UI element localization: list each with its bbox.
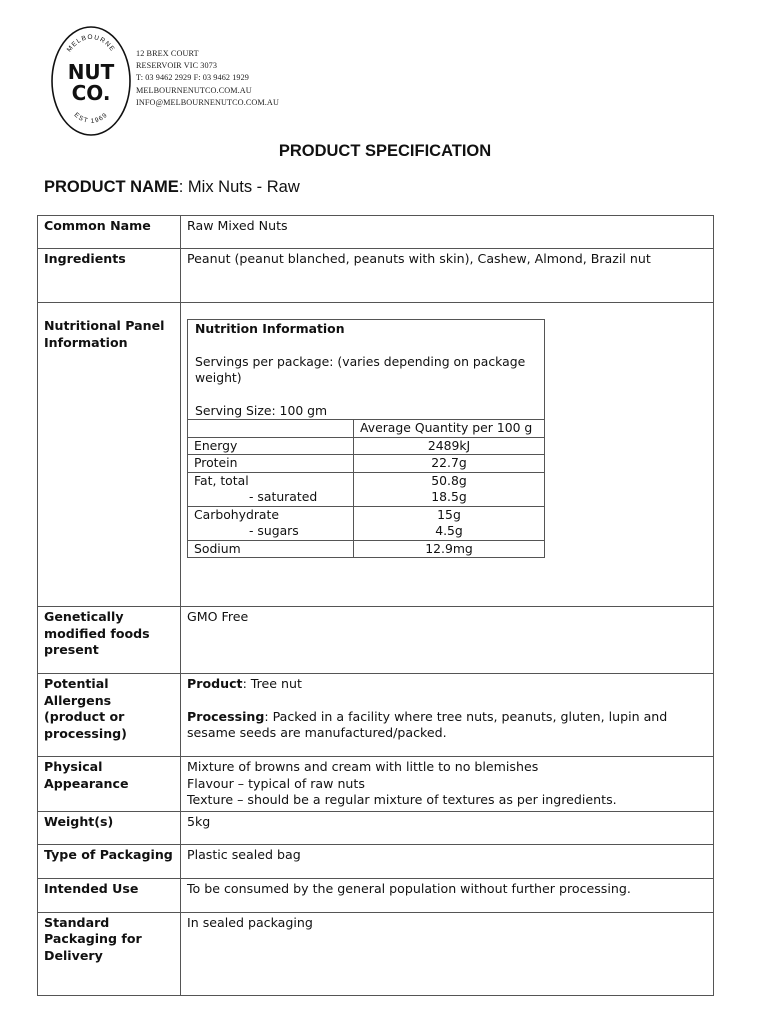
nutrient-subname: - sugars bbox=[249, 523, 299, 538]
row-gmo bbox=[38, 607, 714, 674]
row-appearance bbox=[38, 757, 714, 812]
row-value: Peanut (peanut blanched, peanuts with skin), Cashew, Almond, Brazil nut bbox=[181, 249, 714, 303]
row-label: Weight(s) bbox=[38, 811, 181, 844]
allergen-product-label: Product bbox=[187, 676, 243, 691]
nutrition-header-row bbox=[188, 420, 544, 438]
nutrition-cell bbox=[181, 303, 714, 607]
servings-per-package: Servings per package: (varies depending on package weight) bbox=[195, 353, 526, 385]
nutrient-name: Energy bbox=[188, 437, 354, 455]
appearance-line: Flavour – typical of raw nuts bbox=[187, 775, 365, 791]
row-value: Plastic sealed bag bbox=[181, 844, 714, 878]
nutrient-value: 15g bbox=[437, 506, 461, 522]
allergen-processing bbox=[187, 709, 707, 742]
appearance-line: Texture – should be a regular mixture of textures as per ingredients. bbox=[187, 792, 617, 807]
nutrient-name: Sodium bbox=[188, 540, 354, 557]
nutrition-row bbox=[188, 472, 544, 506]
row-label: Intended Use bbox=[38, 878, 181, 912]
logo-seal bbox=[50, 25, 132, 137]
page-title: PRODUCT SPECIFICATION bbox=[278, 142, 492, 160]
logo-arc-bottom: EST 1969 bbox=[72, 111, 110, 126]
website-line: MELBOURNENUTCO.COM.AU bbox=[136, 85, 252, 95]
appearance-cell bbox=[181, 757, 714, 812]
allergen-product-value: : Tree nut bbox=[242, 676, 302, 691]
svg-text:EST 1969 bbox=[73, 111, 110, 125]
logo-arc-top: MELBOURNE bbox=[65, 33, 117, 54]
row-label: Common Name bbox=[38, 216, 181, 249]
allergen-product bbox=[187, 676, 707, 693]
row-value: GMO Free bbox=[181, 607, 714, 674]
row-ingredients bbox=[38, 249, 714, 303]
product-name bbox=[44, 178, 300, 197]
nutrition-title: Nutrition Information bbox=[195, 321, 345, 336]
appearance-line: Mixture of browns and cream with little to no blemishes bbox=[187, 759, 539, 774]
row-label: Nutritional Panel Information bbox=[38, 303, 181, 607]
specification-table bbox=[37, 215, 714, 996]
address-line: RESERVOIR VIC 3073 bbox=[136, 61, 218, 71]
nutrition-panel bbox=[187, 319, 545, 558]
row-allergens bbox=[38, 674, 714, 757]
nutrition-table bbox=[188, 419, 544, 557]
nutrient-value: 4.5g bbox=[435, 523, 463, 538]
nutrient-value: 22.7g bbox=[354, 455, 545, 473]
company-address bbox=[136, 48, 279, 109]
row-label: Physical Appearance bbox=[38, 757, 181, 812]
product-name-label: PRODUCT NAME bbox=[44, 178, 179, 196]
row-weight bbox=[38, 811, 714, 844]
column-header: Average Quantity per 100 g bbox=[354, 420, 545, 438]
nutrient-name-cell bbox=[188, 472, 354, 506]
allergen-processing-label: Processing bbox=[187, 708, 265, 724]
row-intended-use bbox=[38, 878, 714, 912]
logo-text-line1: NUT bbox=[67, 60, 115, 84]
row-label: Potential Allergens (product or processing) bbox=[38, 674, 181, 757]
row-label: Genetically modified foods present bbox=[38, 607, 181, 674]
nutrient-subname: - saturated bbox=[249, 489, 318, 504]
row-value: 5kg bbox=[181, 811, 714, 844]
nutrient-value-cell bbox=[354, 506, 545, 540]
nutrition-row bbox=[188, 506, 544, 540]
svg-text:MELBOURNE bbox=[66, 34, 116, 53]
row-label: Standard Packaging for Delivery bbox=[38, 912, 181, 995]
nutrient-value-cell bbox=[354, 472, 545, 506]
row-packaging bbox=[38, 844, 714, 878]
phone-fax-line: T: 03 9462 2929 F: 03 9462 1929 bbox=[136, 73, 249, 83]
row-common-name bbox=[38, 216, 714, 249]
email-line: INFO@MELBOURNENUTCO.COM.AU bbox=[136, 97, 279, 107]
nutrient-value: 18.5g bbox=[431, 489, 467, 504]
empty-header-cell bbox=[188, 420, 354, 438]
row-value: In sealed packaging bbox=[181, 912, 714, 995]
nutrition-row bbox=[188, 437, 544, 455]
allergens-cell bbox=[181, 674, 714, 757]
nutrient-name-cell bbox=[188, 506, 354, 540]
nutrient-value: 2489kJ bbox=[354, 437, 545, 455]
allergen-processing-value: : Packed in a facility where tree nuts, peanuts, gluten, lupin and sesame seeds are manufactured/packed. bbox=[187, 708, 668, 740]
row-label: Type of Packaging bbox=[38, 844, 181, 878]
nutrition-row bbox=[188, 540, 544, 557]
row-delivery bbox=[38, 912, 714, 995]
nutrient-name: Carbohydrate bbox=[194, 506, 280, 522]
nutrient-value: 50.8g bbox=[431, 472, 467, 488]
row-value: Raw Mixed Nuts bbox=[181, 216, 714, 249]
serving-size: Serving Size: 100 gm bbox=[195, 402, 328, 418]
row-value: To be consumed by the general population without further processing. bbox=[181, 878, 714, 912]
nutrient-name: Protein bbox=[188, 455, 354, 473]
nutrition-row bbox=[188, 455, 544, 473]
nutrient-value: 12.9mg bbox=[354, 540, 545, 557]
logo-text-line2: CO. bbox=[71, 81, 111, 105]
nutrient-name: Fat, total bbox=[194, 472, 249, 488]
nutrition-header bbox=[188, 320, 544, 419]
row-nutrition bbox=[38, 303, 714, 607]
address-line: 12 BREX COURT bbox=[136, 49, 199, 58]
product-name-value: : Mix Nuts - Raw bbox=[178, 178, 300, 196]
company-logo bbox=[50, 25, 132, 137]
row-label: Ingredients bbox=[38, 249, 181, 303]
